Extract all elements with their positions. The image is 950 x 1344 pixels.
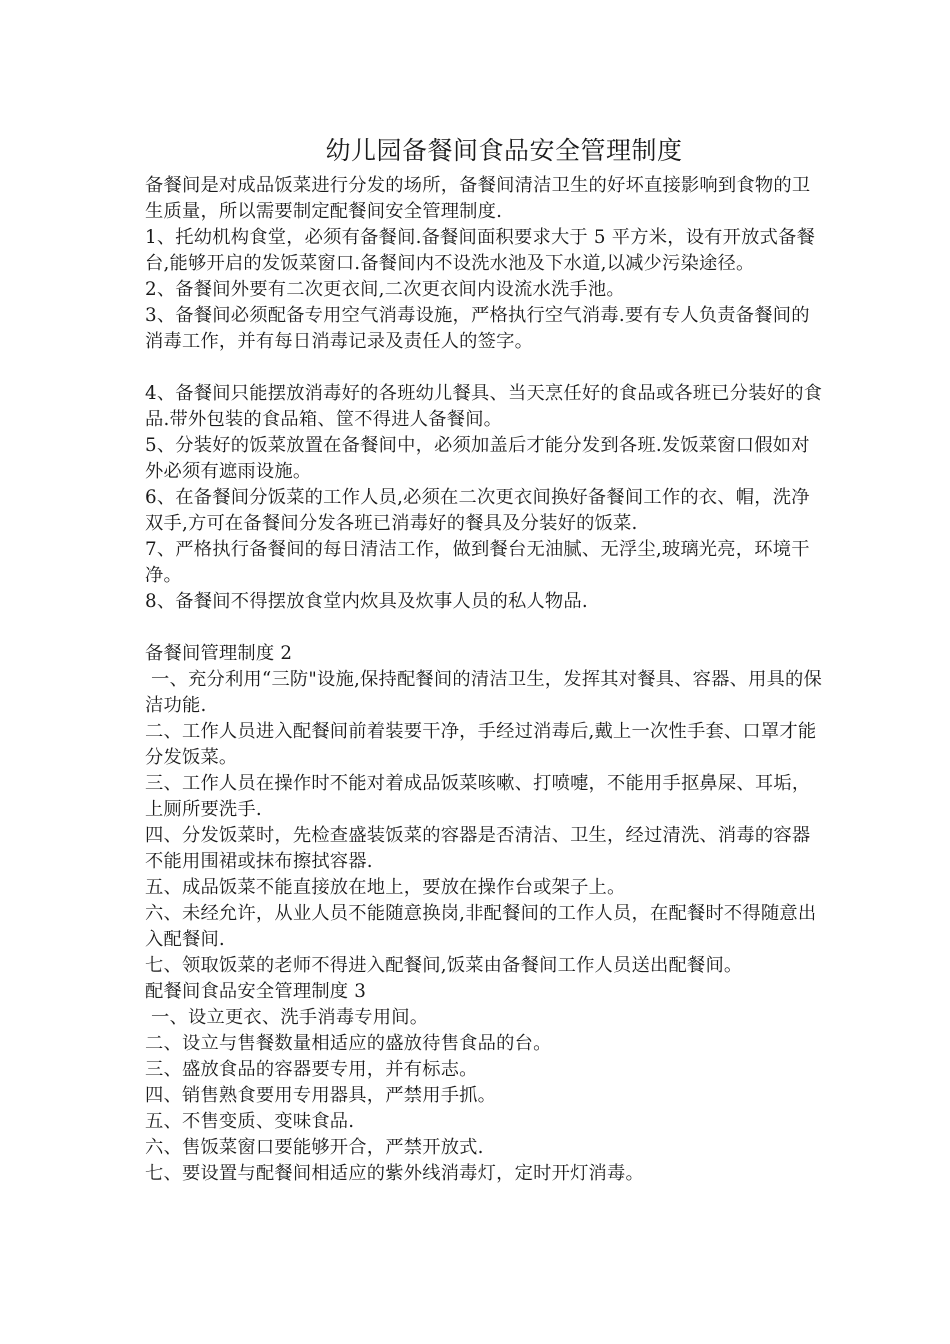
section-2 [145, 641, 825, 979]
blank-line [145, 615, 825, 641]
rule-item: 四、销售熟食要用专用器具，严禁用手抓。 [145, 1085, 497, 1106]
rule-item: 一、充分利用“三防"设施,保持配餐间的清洁卫生，发挥其对餐具、容器、用具的保洁功能. [145, 669, 823, 716]
rule-item: 七、要设置与配餐间相适应的紫外线消毒灯，定时开灯消毒。 [145, 1163, 644, 1184]
section-1 [145, 173, 825, 641]
rule-item: 3、备餐间必须配备专用空气消毒设施，严格执行空气消毒.要有专人负责备餐间的消毒工作，并有每日消毒记录及责任人的签字。 [145, 305, 810, 352]
rule-item: 一、设立更衣、洗手消毒专用间。 [145, 1007, 429, 1028]
rule-item: 4、备餐间只能摆放消毒好的各班幼儿餐具、当天烹任好的食品或各班已分装好的食品.带外包装的食品箱、筐不得进人备餐间。 [145, 383, 823, 430]
rule-item: 六、未经允许，从业人员不能随意换岗,非配餐间的工作人员，在配餐时不得随意出入配餐间. [145, 903, 817, 950]
document-title: 幼儿园备餐间食品安全管理制度 [325, 136, 683, 165]
document-body [145, 131, 825, 1187]
rule-item: 五、成品饭菜不能直接放在地上，要放在操作台或架子上。 [145, 877, 626, 898]
rule-item: 7、严格执行备餐间的每日清洁工作，做到餐台无油腻、无浮尘,玻璃光亮，环境干净。 [145, 539, 810, 586]
blank-line [145, 355, 825, 381]
rule-item: 二、设立与售餐数量相适应的盛放待售食品的台。 [145, 1033, 552, 1054]
rule-item: 6、在备餐间分饭菜的工作人员,必须在二次更衣间换好备餐间工作的衣、帽，洗净双手,方可在备餐间分发各班已消毒好的餐具及分装好的饭菜. [145, 487, 810, 534]
intro-paragraph: 备餐间是对成品饭菜进行分发的场所，备餐间清洁卫生的好坏直接影响到食物的卫生质量，所以需要制定配餐间安全管理制度. [145, 175, 811, 222]
rule-item: 二、工作人员进入配餐间前着装要干净，手经过消毒后,戴上一次性手套、口罩才能分发饭菜。 [145, 721, 817, 768]
rule-item: 六、售饭菜窗口要能够开合，严禁开放式. [145, 1137, 484, 1158]
rule-item: 2、备餐间外要有二次更衣间,二次更衣间内设流水洗手池。 [145, 279, 625, 300]
section-heading: 配餐间食品安全管理制度 3 [145, 981, 367, 1002]
rule-item: 五、不售变质、变味食品. [145, 1111, 355, 1132]
rule-item: 8、备餐间不得摆放食堂内炊具及炊事人员的私人物品. [145, 591, 588, 612]
rule-item: 七、领取饭菜的老师不得进入配餐间,饭菜由备餐间工作人员送出配餐间。 [145, 955, 743, 976]
rule-item: 5、分装好的饭菜放置在备餐间中，必须加盖后才能分发到各班.发饭菜窗口假如对外必须有遮雨设施。 [145, 435, 810, 482]
section-heading: 备餐间管理制度 2 [145, 643, 293, 664]
rule-item: 四、分发饭菜时，先检查盛装饭菜的容器是否清洁、卫生，经过清洗、消毒的容器不能用围裙或抹布擦拭容器. [145, 825, 811, 872]
rule-item: 三、盛放食品的容器要专用，并有标志。 [145, 1059, 478, 1080]
rule-item: 1、托幼机构食堂，必须有备餐间.备餐间面积要求大于 5 平方米，设有开放式备餐台,能够开启的发饭菜窗口.备餐间内不设洗水池及下水道,以减少污染途径。 [145, 227, 816, 274]
section-3 [145, 979, 825, 1187]
rule-item: 三、工作人员在操作时不能对着成品饭菜咳嗽、打喷嚏，不能用手抠鼻屎、耳垢，上厕所要洗手. [145, 773, 811, 820]
